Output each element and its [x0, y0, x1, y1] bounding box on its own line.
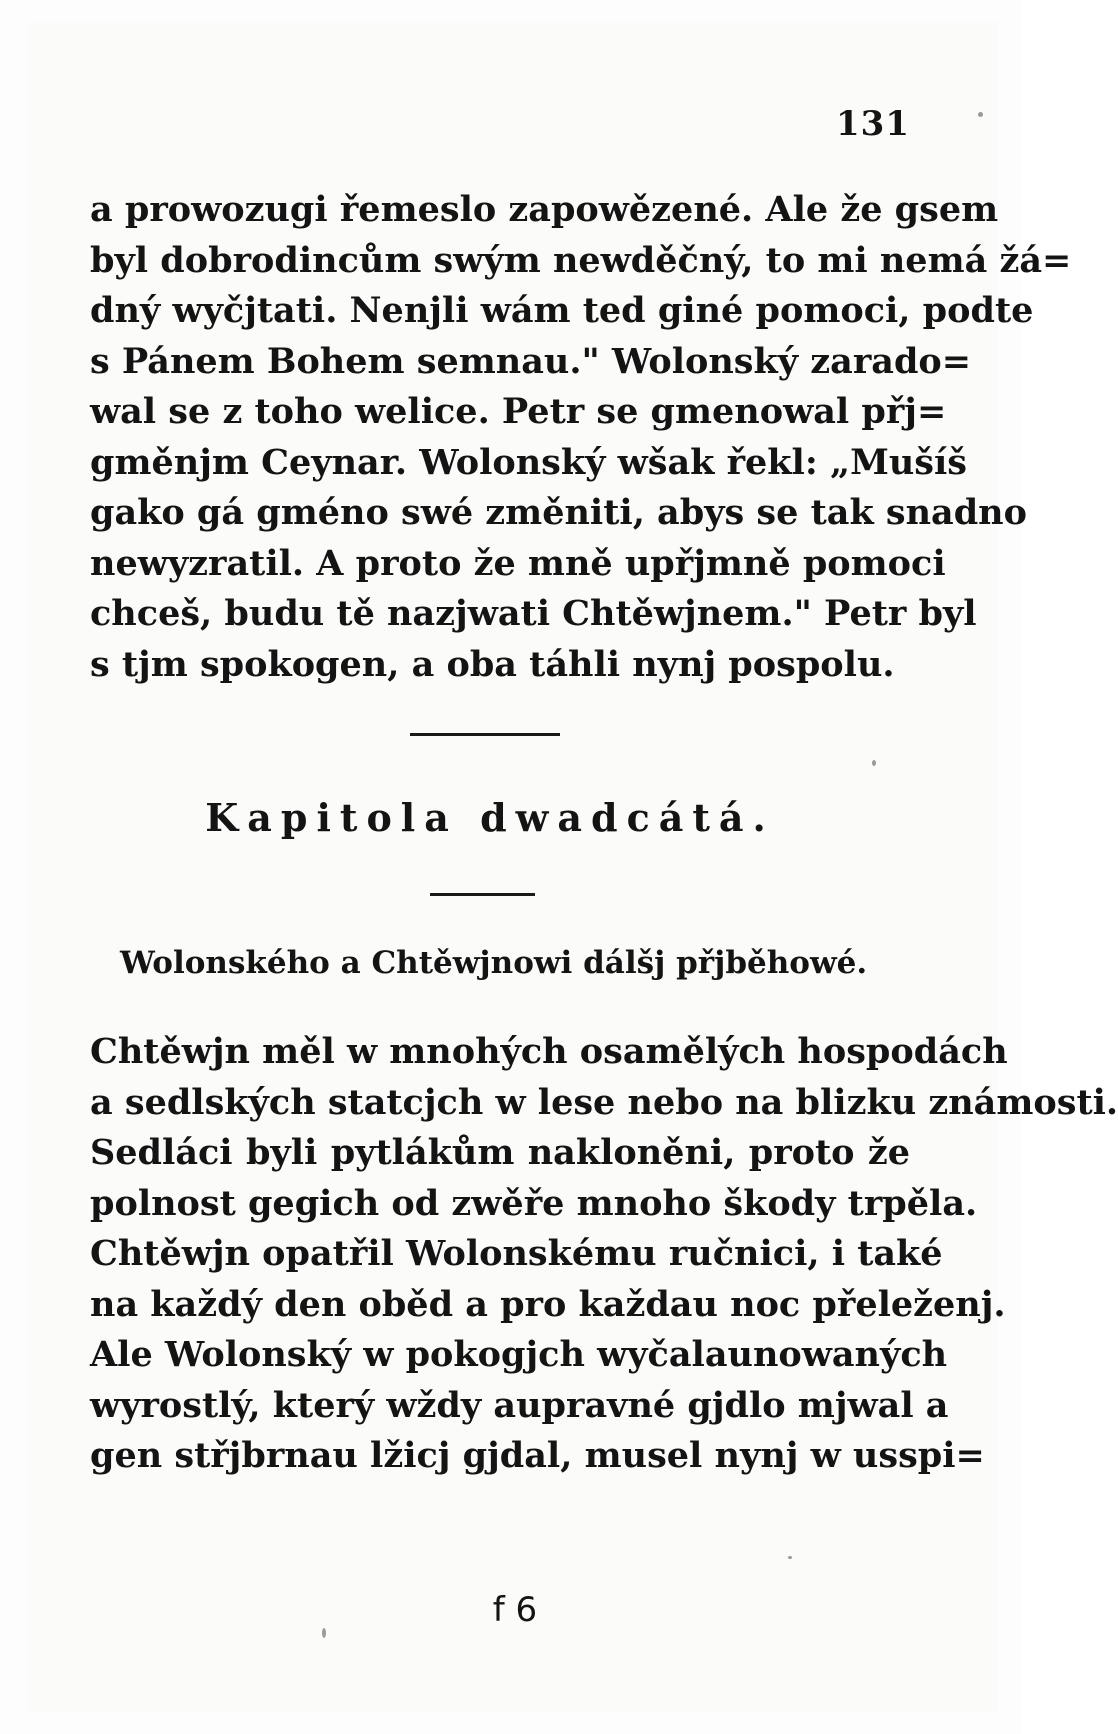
text-line: polnost gegich od zwěře mnoho škody trpěla.: [90, 1182, 978, 1224]
printer-signature: f 6: [492, 1590, 538, 1630]
paper-speck: [872, 760, 876, 766]
text-line: gen střjbrnau lžicj gjdal, musel nynj w usspi=: [90, 1435, 985, 1476]
paper-speck: [322, 1628, 326, 1638]
chapter-subtitle: Wolonského a Chtěwjnowi dálšj přjběhowé.: [120, 945, 868, 981]
text-line: dný wyčjtati. Nenjli wám ted giné pomoci, podte: [90, 290, 1034, 331]
text-line: wal se z toho welice. Petr se gmenowal přj=: [90, 391, 947, 432]
text-line: newyzratil. A proto že mně upřjmně pomoci: [90, 542, 946, 584]
divider-rule: [410, 733, 560, 736]
text-line: wyrostlý, který wždy aupravné gjdlo mjwal a: [90, 1384, 949, 1426]
text-line: chceš, budu tě nazjwati Chtěwjnem." Petr byl: [90, 593, 977, 634]
paragraph-1: [90, 185, 1072, 690]
text-line: gměnjm Ceynar. Wolonský wšak řekl: „Mušíš: [90, 441, 967, 483]
paragraph-2: [90, 1027, 1118, 1482]
text-line: byl dobrodincům swým newděčný, to mi nemá žá=: [90, 239, 1072, 281]
page-number: 131: [836, 104, 910, 144]
text-line: s tjm spokogen, a oba táhli nynj pospolu.: [90, 643, 895, 685]
text-line: a sedlských statcjch w lese nebo na blizku známosti.: [90, 1081, 1118, 1123]
divider-rule: [430, 893, 535, 896]
text-line: a prowozugi řemeslo zapowězené. Ale že gsem: [90, 189, 999, 230]
chapter-title: Kapitola dwadcátá.: [205, 795, 775, 840]
text-line: s Pánem Bohem semnau." Wolonský zarado=: [90, 340, 972, 382]
text-line: gako gá gméno swé změniti, abys se tak snadno: [90, 492, 1027, 533]
text-line: na každý den oběd a pro každau noc přeleženj.: [90, 1283, 1006, 1325]
paper-speck: [978, 112, 983, 117]
text-line: Sedláci byli pytlákům nakloněni, proto že: [90, 1132, 910, 1173]
text-line: Chtěwjn měl w mnohých osamělých hospodách: [90, 1031, 1008, 1072]
text-line: Ale Wolonský w pokogjch wyčalaunowaných: [90, 1334, 948, 1375]
paper-speck: [788, 1556, 792, 1559]
text-line: Chtěwjn opatřil Wolonskému ručnici, i také: [90, 1233, 943, 1274]
